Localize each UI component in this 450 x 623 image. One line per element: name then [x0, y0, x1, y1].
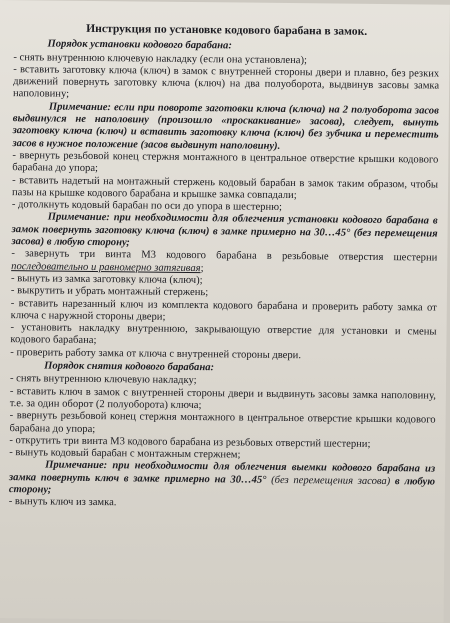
note-label: Примечание: [45, 459, 108, 472]
note-label: Примечание: [48, 101, 112, 113]
remove-step-5: - вынуть кодовый барабан с монтажным стержнем; [9, 447, 241, 461]
install-step-5: - дотолкнуть кодовый барабан по оси до упора в шестерню; [11, 199, 283, 214]
document-title: Инструкция по установке кодового барабана в замок. [86, 21, 368, 38]
note-text: проскакивание [226, 115, 296, 128]
remove-step-2: - вставить ключ в замок с внутренней стороны двери и выдвинуть засовы замка наполовину, т.е. за один оборот (2 полуоборота) ключа; [9, 385, 436, 412]
step-text: ; [200, 262, 204, 274]
note-text: в любую сторону; [8, 475, 436, 496]
install-step-11: - проверить работу замка от ключа с внутренней стороны двери. [10, 346, 302, 361]
install-step-3: - ввернуть резьбовой конец стержня монтажного в центральное отверстие крышки кодового барабана до упора; [12, 150, 439, 175]
install-note-2 [11, 212, 437, 253]
note-text: (без перемещения засова) [271, 474, 391, 487]
remove-note [9, 460, 435, 501]
remove-step-4: - открутить три винта М3 кодового барабана из резьбовых отверстий шестерни; [9, 434, 371, 450]
note-label: Примечание: [47, 211, 110, 224]
note-text: » засова), следует, вынуть заготовку ключа (ключ) и вставить заготовку ключа (ключ) без зубчика и переместить засов в нужное положение (засов выдвинут наполовину). [12, 116, 439, 152]
install-heading: Порядок установки кодового барабана: [47, 38, 232, 52]
note-text: если при повороте заготовки ключа (ключа) на 2 полуоборота засов выдвинулся не наполовину (произошло « [12, 101, 439, 127]
underlined-text: последовательно и равномерно затягивая [11, 260, 201, 274]
install-note-1 [12, 101, 438, 155]
note-text: при необходимости для облегчения установки кодового барабана в замок повернуть заготовку ключа (ключ) в замке примерно на 30…45° (без перемещения засова) в любую сторону; [11, 212, 438, 249]
remove-step-1: - снять внутреннюю ключевую накладку; [9, 373, 197, 387]
install-step-1: - снять внутреннюю ключевую накладку (если она установлена); [13, 51, 308, 66]
remove-step-6: - вынуть ключ из замка. [8, 496, 117, 509]
install-step-7: - вынуть из замка заготовку ключа (ключ); [11, 273, 203, 287]
step-text: - завернуть три винта М3 кодового барабана в резьбовые отверстия шестерни [11, 248, 438, 264]
install-step-4: - вставить надетый на монтажный стержень кодовый барабан в замок таким образом, чтобы пазы на крышке кодового барабана и крышке замка совпадали; [11, 174, 439, 201]
note-text: при необходимости для облегчения выемки кодового барабана из замка повернуть ключ в замке примерно на 30…45° [8, 460, 436, 486]
install-step-9: - вставить нарезанный ключ из комплекта кодового барабана и проверить работу замка от ключа с наружной стороны двери; [10, 297, 437, 323]
install-step-8: - выкрутить и убрать монтажный стержень; [10, 285, 209, 299]
remove-step-3: - ввернуть резьбовой конец стержня монтажного в центральное отверстие крышки кодового барабана до упора; [9, 410, 436, 435]
install-step-10: - установить накладку внутреннюю, закрывающую отверстие для установки и смены кодового барабана; [10, 322, 437, 347]
install-step-2: - вставить заготовку ключа (ключ) в замок с внутренней стороны двери и плавно, без резких движений повернуть заготовку ключа (ключ) на два полуоборота, выдвинув засовы замка наполовину; [12, 64, 440, 101]
remove-heading: Порядок снятия кодового барабана: [44, 360, 215, 374]
